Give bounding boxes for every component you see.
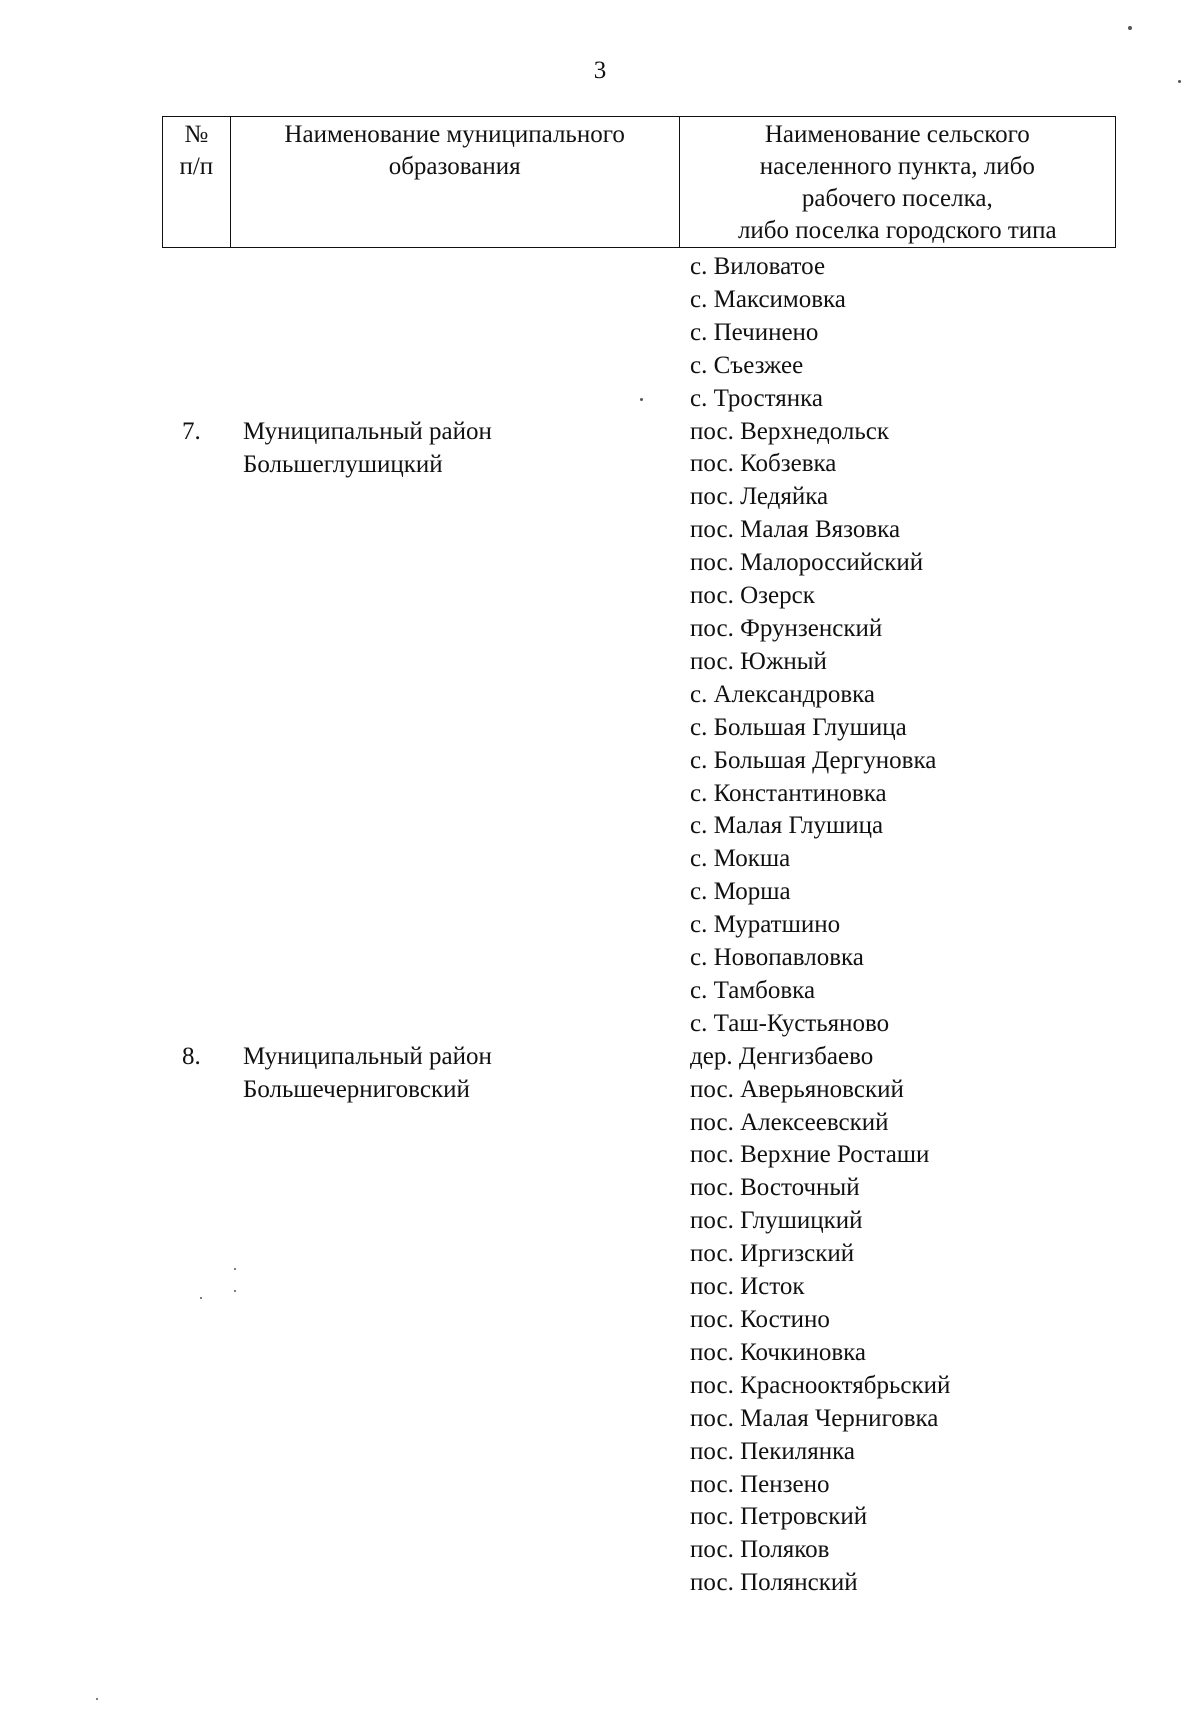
settlement-item: пос. Восточный: [690, 1174, 860, 1202]
settlement-item: пос. Исток: [690, 1273, 805, 1301]
header-municipality-line: образования: [388, 153, 521, 180]
settlement-item: с. Морша: [690, 878, 791, 906]
settlement-item: пос. Поляков: [690, 1536, 830, 1564]
header-settlement-cell: [679, 117, 1115, 248]
settlement-item: с. Малая Глушица: [690, 812, 884, 840]
settlement-list: [690, 251, 950, 1600]
header-municipality-cell: [230, 117, 679, 248]
settlement-item: пос. Верхние Росташи: [690, 1141, 930, 1169]
settlement-item: пос. Петровский: [690, 1503, 868, 1531]
header-settlement-line: рабочего поселка,: [801, 185, 993, 212]
settlement-item: с. Печинено: [690, 318, 819, 346]
settlement-item: пос. Малая Черниговка: [690, 1404, 939, 1432]
settlement-item: с. Виловатое: [690, 253, 826, 280]
settlement-item: с. Таш-Кустьяново: [690, 1009, 890, 1037]
settlement-item: дер. Денгизбаево: [690, 1042, 874, 1070]
table-header: [162, 116, 1116, 248]
settlement-item: пос. Полянский: [690, 1569, 858, 1597]
row-municipality: [243, 1040, 492, 1106]
settlement-item: пос. Кочкиновка: [690, 1338, 867, 1366]
header-settlement-line: Наименование сельского: [764, 121, 1030, 148]
settlement-item: пос. Аверьяновский: [690, 1075, 904, 1103]
settlement-item: с. Большая Дергуновка: [690, 746, 937, 774]
municipality-line: Большеглушицкий: [243, 451, 443, 478]
municipality-line: Муниципальный район: [243, 1043, 492, 1070]
settlement-item: пос. Костино: [690, 1306, 830, 1333]
header-settlement-line: населенного пункта, либо: [759, 153, 1035, 180]
header-number-cell: [163, 117, 231, 248]
settlement-item: с. Тамбовка: [690, 976, 816, 1004]
settlement-item: пос. Озерск: [690, 582, 815, 610]
settlement-item: пос. Краснооктябрьский: [690, 1371, 951, 1399]
settlement-item: пос. Фрунзенский: [690, 614, 883, 642]
header-number-line: №: [184, 121, 209, 148]
settlement-item: пос. Верхнедольск: [690, 417, 890, 445]
settlement-item: пос. Ледяйка: [690, 483, 829, 511]
settlement-item: с. Тростянка: [690, 384, 823, 412]
settlement-item: с. Максимовка: [690, 285, 846, 313]
settlement-item: пос. Алексеевский: [690, 1108, 889, 1136]
settlement-item: пос. Малороссийский: [690, 549, 924, 577]
header-settlement-line: либо поселка городского типа: [737, 217, 1057, 244]
settlement-item: с. Большая Глушица: [690, 713, 907, 741]
row-number: 7.: [182, 418, 201, 445]
settlement-item: пос. Кобзевка: [690, 450, 837, 478]
settlement-item: пос. Малая Вязовка: [690, 516, 901, 544]
settlement-item: пос. Иргизский: [690, 1240, 855, 1268]
settlement-item: с. Новопавловка: [690, 944, 864, 972]
settlement-item: пос. Пекилянка: [690, 1437, 855, 1465]
row-municipality: [243, 415, 492, 481]
header-municipality-line: Наименование муниципального: [284, 121, 625, 148]
page-number: 3: [593, 57, 607, 84]
header-number-line: п/п: [179, 153, 214, 180]
municipality-line: Муниципальный район: [243, 418, 492, 445]
settlement-item: с. Съезжее: [690, 351, 804, 379]
settlement-item: пос. Пензено: [690, 1470, 830, 1498]
settlement-item: с. Константиновка: [690, 779, 887, 807]
settlement-item: пос. Южный: [690, 647, 827, 675]
settlement-item: с. Мокша: [690, 845, 791, 873]
municipality-line: Большечерниговский: [243, 1076, 470, 1103]
row-number: 8.: [182, 1043, 201, 1070]
settlement-item: пос. Глушицкий: [690, 1207, 863, 1235]
settlement-item: с. Муратшино: [690, 911, 841, 939]
settlement-item: с. Александровка: [690, 680, 876, 708]
